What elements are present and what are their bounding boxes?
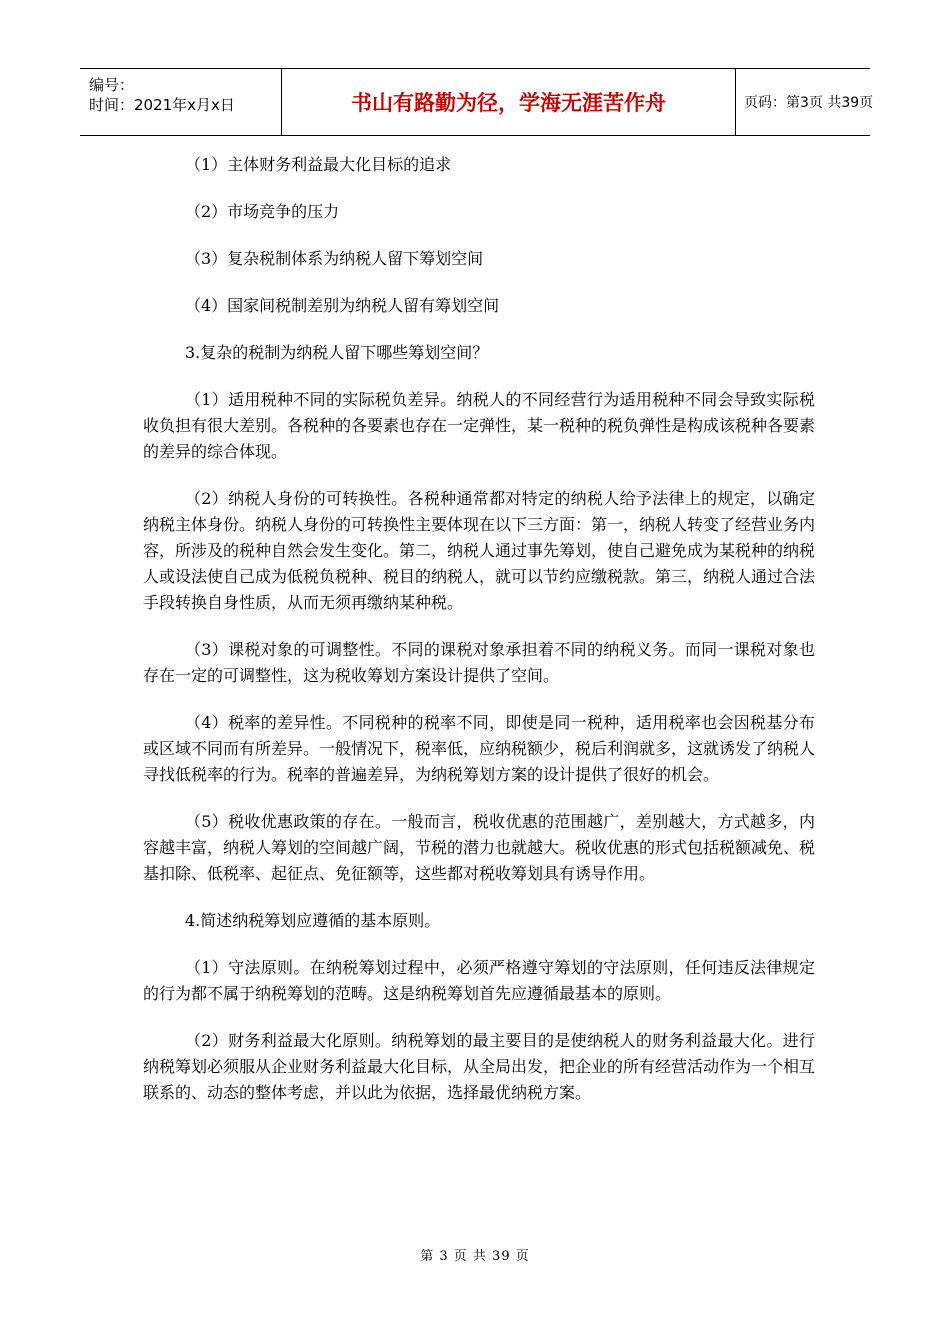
- paragraph: （4）税率的差异性。不同税种的税率不同，即使是同一税种，适用税率也会因税基分布或区域不同而有所差异。一般情况下，税率低，应纳税额少，税后利润就多，这就诱发了纳税人寻找低税率的行为。税率的普遍差异，为纳税筹划方案的设计提供了很好的机会。: [143, 713, 816, 784]
- document-date-label: 时间：2021年x月x日: [89, 96, 235, 114]
- document-body: [143, 152, 815, 1127]
- page-footer: [0, 1245, 950, 1264]
- paragraph: （4）国家间税制差别为纳税人留有筹划空间: [185, 296, 500, 315]
- document-number-label: 编号：: [89, 76, 135, 94]
- header-motto: 书山有路勤为径，学海无涯苦作舟: [282, 69, 736, 135]
- paragraph: （2）纳税人身份的可转换性。各税种通常都对特定的纳税人给予法律上的规定，以确定纳税主体身份。纳税人身份的可转换性主要体现在以下三方面：第一，纳税人转变了经营业务内容，所涉及的税种自然会发生变化。第二，纳税人通过事先筹划，使自己避免成为某税种的纳税人或设法使自己成为低税负税种、税目的纳税人，就可以节约应缴税款。第三，纳税人通过合法手段转换自身性质，从而无须再缴纳某种税。: [143, 489, 816, 612]
- page-header: [80, 68, 874, 136]
- header-meta: [80, 69, 282, 135]
- paragraph: （1）主体财务利益最大化目标的追求: [185, 155, 452, 174]
- paragraph: （2）市场竞争的压力: [185, 202, 340, 221]
- paragraph: （1）适用税种不同的实际税负差异。纳税人的不同经营行为适用税种不同会导致实际税收负担有很大差别。各税种的各要素也存在一定弹性，某一税种的税负弹性是构成该税种各要素的差异的综合体现。: [143, 390, 816, 461]
- paragraph: （1）守法原则。在纳税筹划过程中，必须严格遵守筹划的守法原则，任何违反法律规定的行为都不属于纳税筹划的范畴。这是纳税筹划首先应遵循最基本的原则。: [143, 958, 815, 1003]
- footer-page-number: 第 3 页 共 39 页: [420, 1249, 530, 1264]
- section-heading: 4.简述纳税筹划应遵循的基本原则。: [185, 911, 441, 930]
- paragraph: （3）复杂税制体系为纳税人留下筹划空间: [185, 249, 484, 268]
- paragraph: （3）课税对象的可调整性。不同的课税对象承担着不同的纳税义务。而同一课税对象也存在一定的可调整性，这为税收筹划方案设计提供了空间。: [143, 640, 815, 685]
- paragraph: （5）税收优惠政策的存在。一般而言，税收优惠的范围越广，差别越大，方式越多，内容越丰富，纳税人筹划的空间越广阔，节税的潜力也就越大。税收优惠的形式包括税额减免、税基扣除、低税率、起征点、免征额等，这些都对税收筹划具有诱导作用。: [143, 812, 816, 883]
- section-heading: 3.复杂的税制为纳税人留下哪些筹划空间？: [185, 343, 489, 362]
- paragraph: （2）财务利益最大化原则。纳税筹划的最主要目的是使纳税人的财务利益最大化。进行纳税筹划必须服从企业财务利益最大化目标，从全局出发，把企业的所有经营活动作为一个相互联系的、动态的整体考虑，并以此为依据，选择最优纳税方案。: [143, 1031, 816, 1102]
- header-page-info: 页码：第3页 共39页: [744, 95, 874, 111]
